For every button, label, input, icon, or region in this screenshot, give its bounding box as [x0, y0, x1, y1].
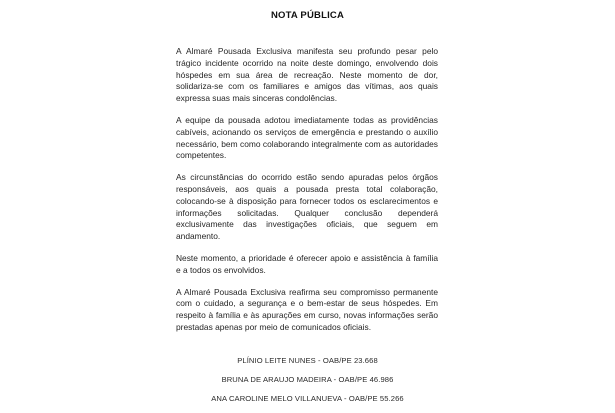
signature-line: ANA CAROLINE MELO VILLANUEVA - OAB/PE 55.266 [211, 394, 404, 403]
paragraph-commitment: A Almaré Pousada Exclusiva reafirma seu compromisso permanente com o cuidado, a segurança e o bem-estar de seus hóspedes. Em respeito à família e às apurações em curso, novas informações serão prestadas apenas por meio de comunicados oficiais. [176, 286, 438, 332]
paragraph-investigation: As circunstâncias do ocorrido estão sendo apuradas pelos órgãos responsáveis, aos quais a pousada presta total colaboração, colocando-se à disposição para fornecer todos os esclarecimentos e informações solicitadas. Qualquer conclusão dependerá exclusivamente das investigações oficiais, que seguem em andamento. [176, 172, 438, 242]
document-title: NOTA PÚBLICA [270, 10, 345, 21]
signature-block [0, 356, 615, 413]
paragraph-condolences: A Almaré Pousada Exclusiva manifesta seu profundo pesar pelo trágico incidente ocorrido na noite deste domingo, envolvendo dois hóspedes em sua área de recreação. Neste momento de dor, solidariza-se com os familiares e amigos das vítimas, aos quais expressa suas mais sinceras condolências. [176, 46, 438, 104]
paragraph-priority: Neste momento, a prioridade é oferecer apoio e assistência à família e a todos os envolvidos. [176, 252, 438, 275]
paragraph-measures-taken: A equipe da pousada adotou imediatamente todas as providências cabíveis, acionando os serviços de emergência e prestando o auxílio necessário, bem como colaborando integralmente com as autoridades competentes. [176, 114, 438, 161]
document-body [176, 46, 438, 344]
signature-line: BRUNA DE ARAUJO MADEIRA - OAB/PE 46.986 [221, 375, 394, 384]
signature-line: PLÍNIO LEITE NUNES - OAB/PE 23.668 [237, 356, 378, 365]
